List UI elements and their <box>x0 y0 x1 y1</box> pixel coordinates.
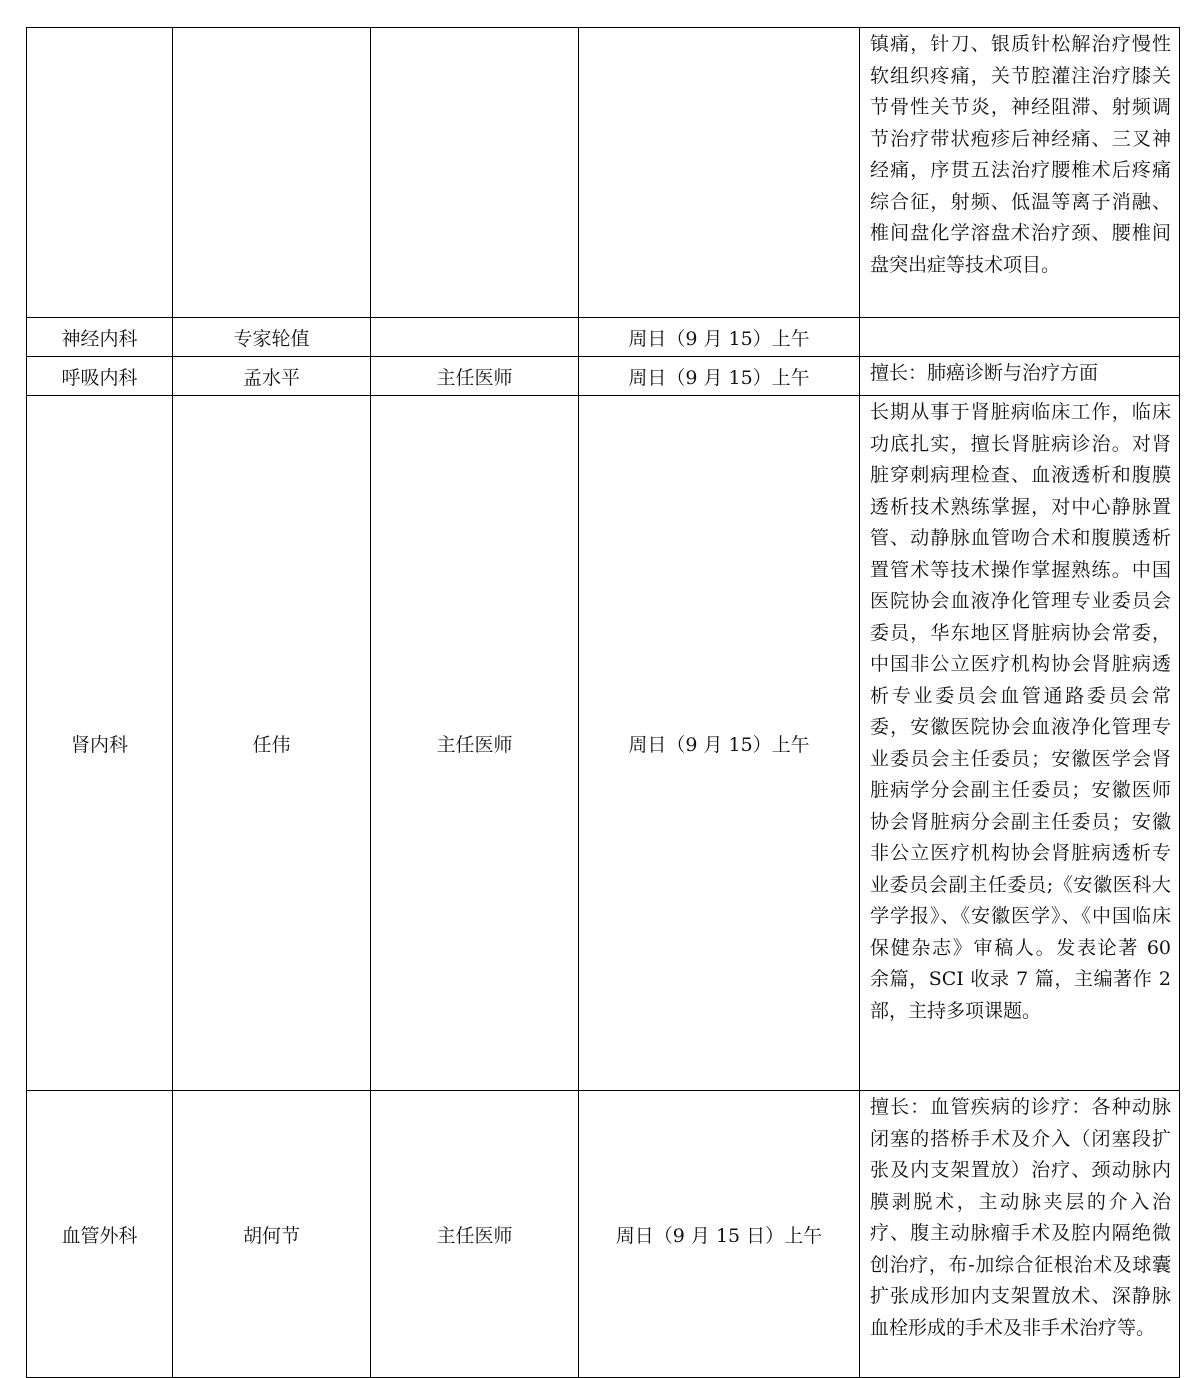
description-cell <box>860 318 1180 357</box>
time-cell: 周日（9 月 15）上午 <box>579 396 860 1091</box>
table-row <box>27 318 1180 357</box>
department-cell: 肾内科 <box>27 396 173 1091</box>
title-cell <box>371 28 579 318</box>
department-cell <box>27 28 173 318</box>
table-row <box>27 357 1180 396</box>
doctor-cell <box>173 28 371 318</box>
description-cell: 长期从事于肾脏病临床工作，临床功底扎实，擅长肾脏病诊治。对肾脏穿刺病理检查、血液透析和腹膜透析技术熟练掌握，对中心静脉置管、动静脉血管吻合术和腹膜透析置管术等技术操作掌握熟练。中国医院协会血液净化管理专业委员会委员，华东地区肾脏病协会常委，中国非公立医疗机构协会肾脏病透析专业委员会血管通路委员会常委，安徽医院协会血液净化管理专业委员会主任委员；安徽医学会肾脏病学分会副主任委员；安徽医师协会肾脏病分会副主任委员；安徽非公立医疗机构协会肾脏病透析专业委员会副主任委员;《安徽医科大学学报》、《安徽医学》、《中国临床保健杂志》审稿人。发表论著 60 余篇，SCI 收录 7 篇，主编著作 2 部，主持多项课题。 <box>860 396 1180 1091</box>
department-cell: 神经内科 <box>27 318 173 357</box>
title-cell: 主任医师 <box>371 1091 579 1378</box>
title-cell: 主任医师 <box>371 357 579 396</box>
time-cell: 周日（9 月 15）上午 <box>579 318 860 357</box>
doctor-cell: 专家轮值 <box>173 318 371 357</box>
table-row <box>27 1091 1180 1378</box>
time-cell <box>579 28 860 318</box>
department-cell: 呼吸内科 <box>27 357 173 396</box>
description-cell: 镇痛，针刀、银质针松解治疗慢性软组织疼痛，关节腔灌注治疗膝关节骨性关节炎，神经阻滞、射频调节治疗带状疱疹后神经痛、三叉神经痛，序贯五法治疗腰椎术后疼痛综合征，射频、低温等离子消融、椎间盘化学溶盘术治疗颈、腰椎间盘突出症等技术项目。 <box>860 28 1180 318</box>
time-cell: 周日（9 月 15）上午 <box>579 357 860 396</box>
description-cell: 擅长：血管疾病的诊疗：各种动脉闭塞的搭桥手术及介入（闭塞段扩张及内支架置放）治疗、颈动脉内膜剥脱术，主动脉夹层的介入治疗、腹主动脉瘤手术及腔内隔绝微创治疗，布-加综合征根治术及球囊扩张成形加内支架置放术、深静脉血栓形成的手术及非手术治疗等。 <box>860 1091 1180 1378</box>
table-row <box>27 28 1180 318</box>
expert-schedule-table <box>26 27 1180 1378</box>
time-cell: 周日（9 月 15 日）上午 <box>579 1091 860 1378</box>
description-cell: 擅长：肺癌诊断与治疗方面 <box>860 357 1180 396</box>
title-cell: 主任医师 <box>371 396 579 1091</box>
title-cell <box>371 318 579 357</box>
doctor-cell: 孟水平 <box>173 357 371 396</box>
department-cell: 血管外科 <box>27 1091 173 1378</box>
doctor-cell: 胡何节 <box>173 1091 371 1378</box>
doctor-cell: 任伟 <box>173 396 371 1091</box>
table-row <box>27 396 1180 1091</box>
schedule-table-container <box>26 27 1180 1378</box>
